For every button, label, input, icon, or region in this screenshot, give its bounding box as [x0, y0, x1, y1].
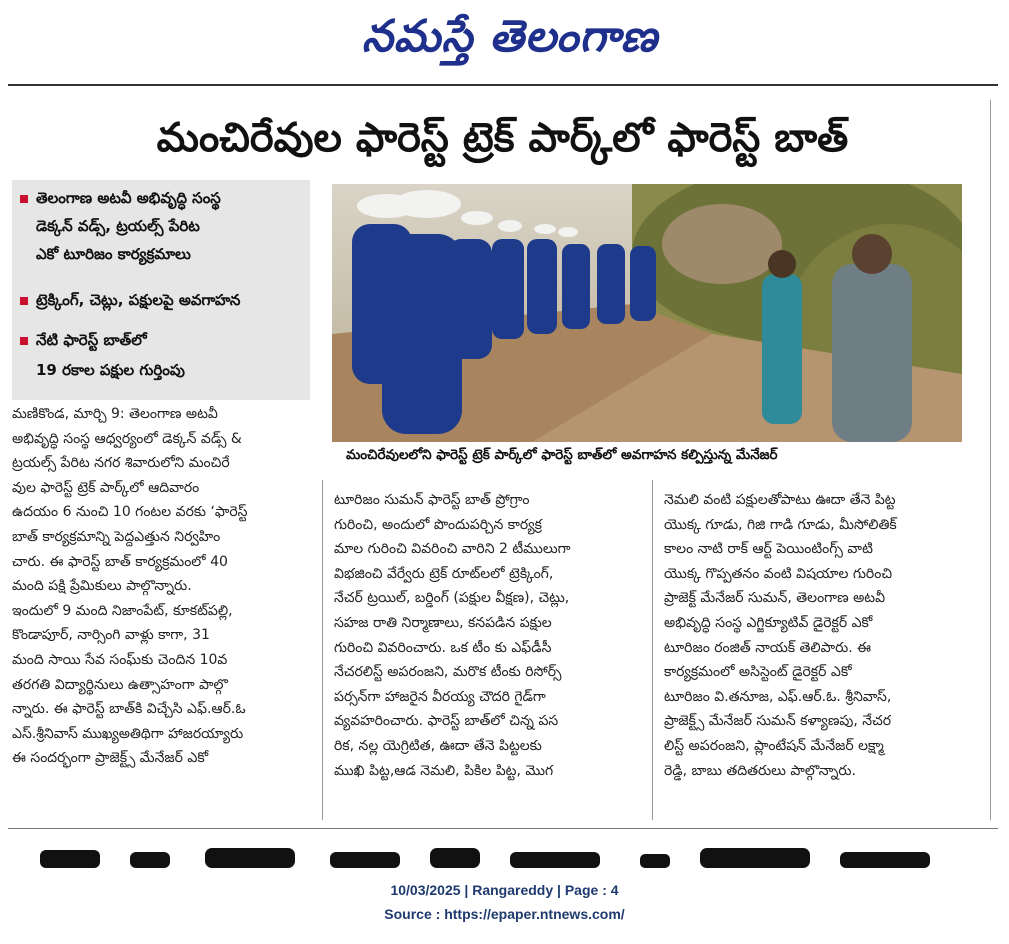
text-line: అభివృద్ధి సంస్థ ఎగ్జిక్యూటివ్ డైరెక్టర్ ఎకో	[664, 614, 873, 631]
highlight-item-cont: డెక్కన్ వడ్స్, ట్రయల్స్ పేరిట	[36, 217, 200, 235]
text-line: గురించి వివరించారు. ఒక టీం కు ఎఫ్‌డీసీ	[334, 639, 552, 656]
text-line: న్నారు. ఈ ఫారెస్ట్ బాత్‌కి విచ్చేసి ఎఫ్.ఆర్.ఓ	[12, 701, 246, 718]
article-column-1	[12, 402, 312, 771]
cropped-next-headline	[30, 846, 970, 868]
text-line: కార్యక్రమంలో అసిస్టెంట్ డైరెక్టర్ ఎకో	[664, 664, 852, 681]
bullet-icon	[20, 337, 28, 345]
highlights-box	[12, 180, 310, 400]
text-line: గురించి, అందులో పొందుపర్చిన కార్యక్ర	[334, 516, 542, 533]
text-line: ఎస్.శ్రీనివాస్ ముఖ్యఅతిథిగా హాజరయ్యారు	[12, 725, 244, 742]
text-line: యొక్క గూడు, గిజి గాడి గూడు, మీసోలితిక్	[664, 516, 897, 533]
photo-caption: మంచిరేవులలోని ఫారెస్ట్ ట్రెక్ పార్క్‌లో ఫారెస్ట్ బాత్‌లో అవగాహన కల్పిస్తున్న మేనేజర్	[346, 447, 778, 463]
text-line: మంది సాయి సేవ సంఘ్‌కు చెందిన 10వ	[12, 651, 228, 668]
text-line: టూరిజం రంజిత్ నాయక్ తెలిపారు. ఈ	[664, 639, 872, 656]
text-line: రిక, నల్ల యెగ్రిటిత, ఊదా తేనె పిట్టలకు	[334, 737, 542, 754]
text-line: యొక్క గొప్పతనం వంటి విషయాల గురించి	[664, 565, 893, 582]
text-line: మణికొండ, మార్చి 9: తెలంగాణ అటవీ	[12, 406, 218, 422]
text-line: ట్రయల్స్ పేరిట నగర శివారులోని మంచిరే	[12, 455, 230, 472]
forest-trek-photo	[332, 184, 962, 442]
text-line: విభజించి వేర్వేరు ట్రెక్ రూట్‌లలో ట్రెక్కింగ్,	[334, 565, 554, 582]
text-line: మంది పక్షి ప్రేమికులు పాల్గొన్నారు.	[12, 578, 192, 595]
footer-date-edition: 10/03/2025 | Rangareddy | Page : 4	[390, 882, 619, 898]
page-edge-rule	[990, 100, 991, 820]
highlight-item: నేటి ఫారెస్ట్ బాత్‌లో	[20, 328, 147, 353]
text-line: ముఖి పిట్ట,ఆడ నెమలి, పికిల పిట్ట, మొగ	[334, 762, 554, 779]
text-line: తరగతి విద్యార్థినులు ఉత్సాహంగా పాల్గొ	[12, 676, 228, 693]
text-line: టూరిజం సుమన్ ఫారెస్ట్ బాత్ ప్రోగ్రాం	[334, 492, 530, 508]
text-line: కొండాపూర్, నార్సింగి వాళ్లు కాగా, 31	[12, 627, 210, 644]
text-line: కాలం నాటి రాక్ ఆర్ట్ పెయింటింగ్స్ వాటి	[664, 541, 873, 558]
column-divider	[322, 480, 323, 820]
text-line: టూరిజం వి.తనూజ, ఎఫ్.ఆర్.ఓ. శ్రీనివాస్,	[664, 688, 892, 705]
text-line: బాత్ కార్యక్రమాన్ని పెద్దఎత్తున నిర్వహిం	[12, 528, 221, 545]
bullet-icon	[20, 297, 28, 305]
text-line: రెడ్డి, బాబు తదితరులు పాల్గొన్నారు.	[664, 762, 856, 779]
text-line: ఉదయం 6 నుంచి 10 గంటల వరకు ‘ఫారెస్ట్	[12, 504, 248, 521]
highlight-item: తెలంగాణ అటవీ అభివృద్ధి సంస్థ	[20, 186, 221, 211]
article-photo	[332, 184, 962, 442]
text-line: వుల ఫారెస్ట్ ట్రెక్ పార్క్‌లో ఆదివారం	[12, 479, 200, 496]
text-line: లిస్ట్ అపరంజని, ప్లాంటేషన్ మేనేజర్ లక్ష్మా	[664, 737, 884, 754]
highlight-item-cont: 19 రకాల పక్షుల గుర్తింపు	[36, 361, 185, 379]
bullet-icon	[20, 195, 28, 203]
article-bottom-rule	[8, 828, 998, 829]
masthead-logo: నమస్తే తెలంగాణ	[361, 11, 659, 62]
text-line: ప్రాజెక్ట్ మేనేజర్ సుమన్, తెలంగాణ అటవీ	[664, 590, 886, 607]
article-column-2	[334, 488, 644, 783]
highlight-item-cont: ఎకో టూరిజం కార్యక్రమాలు	[36, 245, 191, 263]
text-line: ఈ సందర్భంగా ప్రాజెక్ట్స్ మేనేజర్ ఎకో	[12, 750, 209, 767]
text-line: నేచరలిస్ట్ అపరంజని, మరొక టీంకు రిసోర్స్	[334, 664, 562, 681]
text-line: ఇందులో 9 మంది నిజాంపేట్, కూకట్‌పల్లి,	[12, 602, 233, 619]
cropped-headline-glyphs	[30, 846, 970, 868]
text-line: వ్యవహరించారు. ఫారెస్ట్ బాత్‌లో చిన్న పస	[334, 713, 559, 730]
highlight-item: ట్రెక్కింగ్, చెట్లు, పక్షులపై అవగాహన	[20, 288, 240, 313]
text-line: మాల గురించి వివరించి వారిని 2 టీములుగా	[334, 541, 571, 558]
masthead-rule	[8, 84, 998, 86]
text-line: నేచర్ ట్రయిల్, బర్డింగ్ (పక్షుల వీక్షణ), చెట్లు,	[334, 590, 570, 607]
footer-source: Source : https://epaper.ntnews.com/	[384, 906, 625, 922]
text-line: పర్సన్‌గా హాజరైన వీరయ్య చౌదరి గైడ్‌గా	[334, 688, 546, 705]
text-line: సహజ రాతి నిర్మాణాలు, కనపడిన పక్షుల	[334, 614, 552, 631]
article-headline: మంచిరేవుల ఫారెస్ట్ ట్రెక్ పార్క్‌లో ఫారెస్ట్ బాత్	[156, 115, 849, 161]
article-column-3	[664, 488, 966, 783]
text-line: అభివృద్ధి సంస్థ ఆధ్వర్యంలో డెక్కన్ వడ్స్ &	[12, 430, 242, 447]
text-line: నెమలి వంటి పక్షులతోపాటు ఊదా తేనె పిట్ట	[664, 492, 896, 508]
text-line: చారు. ఈ ఫారెస్ట్ బాత్ కార్యక్రమంలో 40	[12, 553, 228, 570]
column-divider	[652, 480, 653, 820]
text-line: ప్రాజెక్ట్స్ మేనేజర్ సుమన్ కళ్యాణపు, నేచర	[664, 713, 892, 730]
